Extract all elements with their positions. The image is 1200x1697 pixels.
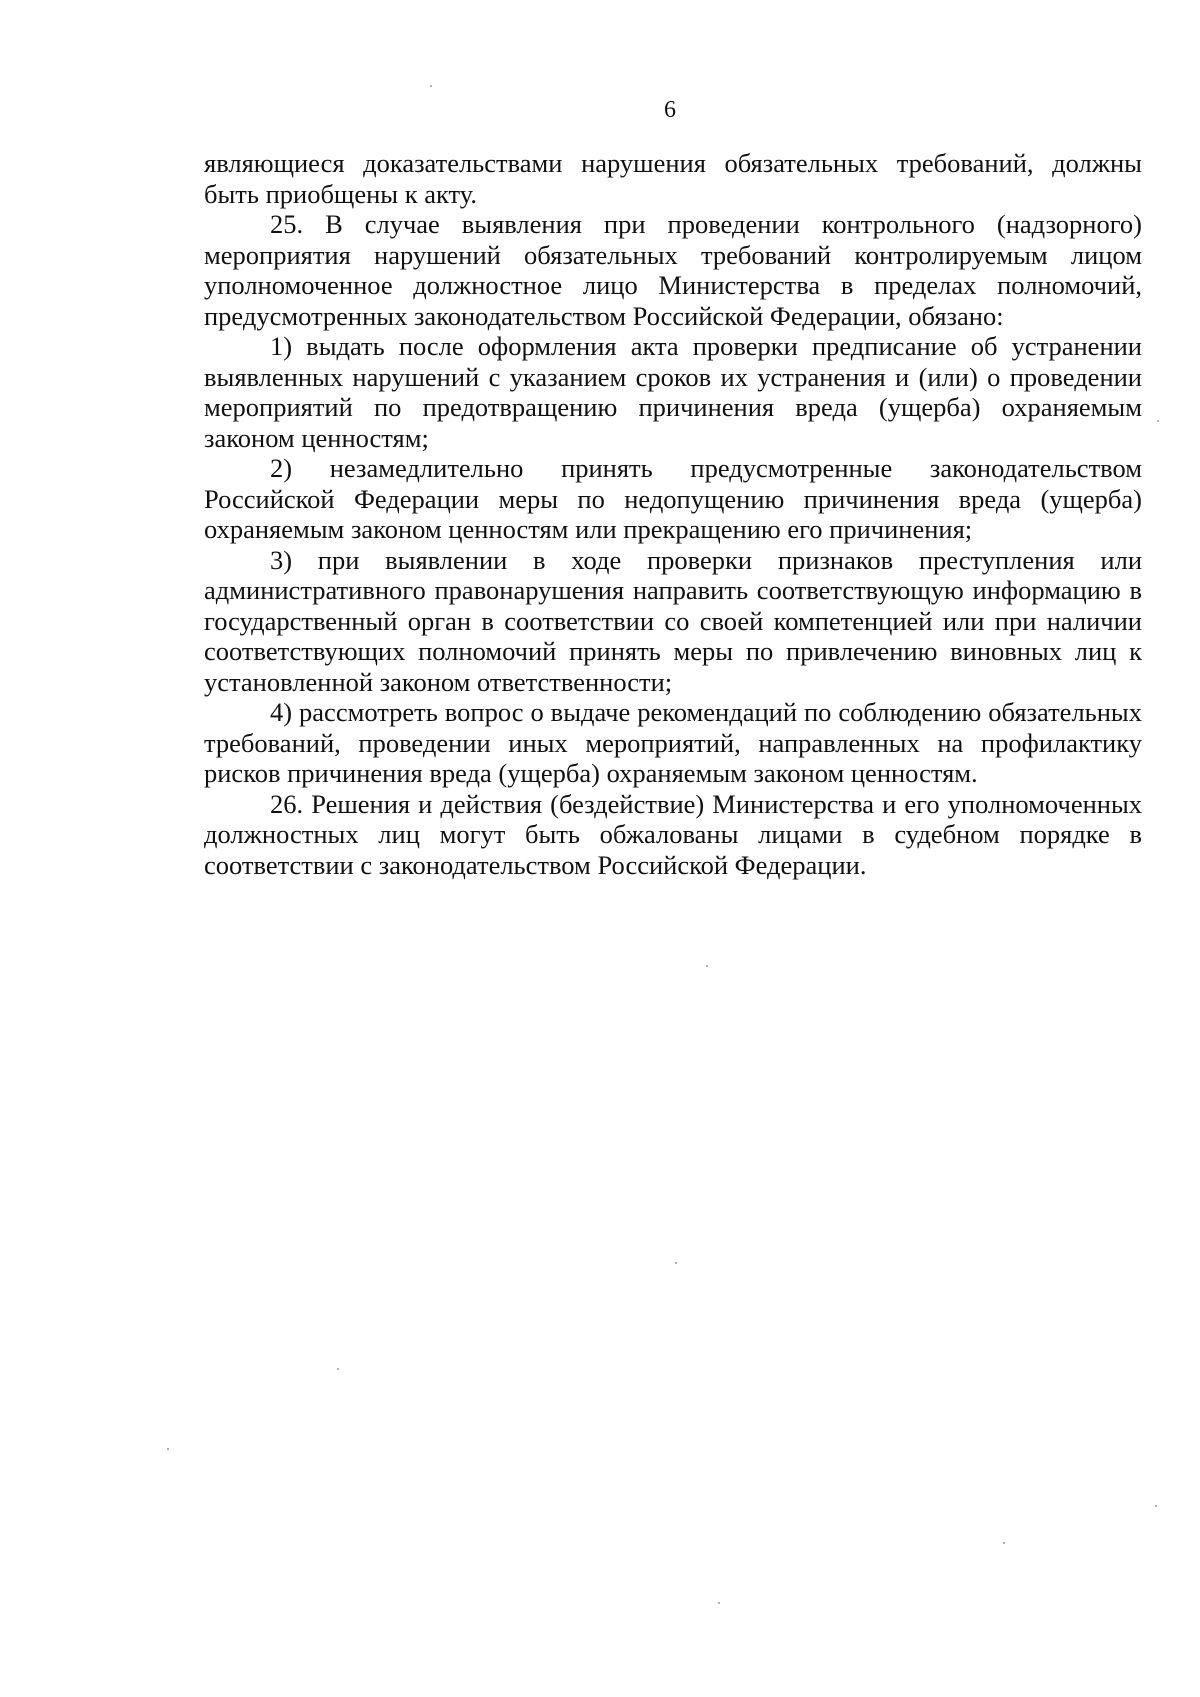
paragraph-subitem-1: 1) выдать после оформления акта проверки предписание об устранении выявленных нарушений с указанием сроков их устранения и (или) о проведении мероприятий по предотвращению причинения вреда (ущерба) охраняемым законом ценностям; [204, 331, 1142, 453]
scan-speck [430, 85, 432, 87]
paragraph-continuation: являющиеся доказательствами нарушения обязательных требований, должны быть приобщены к акту. [204, 148, 1142, 209]
paragraph-subitem-3: 3) при выявлении в ходе проверки признаков преступления или административного правонарушения направить соответствующую информацию в государственный орган в соответствии со своей компетенцией или при наличии соответствующих полномочий принять меры по привлечению виновных лиц к установленной законом ответственности; [204, 544, 1142, 697]
scan-speck [706, 965, 708, 967]
scan-speck [675, 1262, 677, 1264]
scan-speck [1157, 420, 1159, 422]
scan-speck [167, 1448, 169, 1450]
paragraph-subitem-2: 2) незамедлительно принять предусмотренные законодательством Российской Федерации меры по недопущению причинения вреда (ущерба) охраняемым законом ценностям или прекращению его причинения; [204, 453, 1142, 544]
paragraph-subitem-4: 4) рассмотреть вопрос о выдаче рекомендаций по соблюдению обязательных требований, проведении иных мероприятий, направленных на профилактику рисков причинения вреда (ущерба) охраняемым законом ценностям. [204, 697, 1142, 788]
paragraph-item-25: 25. В случае выявления при проведении контрольного (надзорного) мероприятия нарушений обязательных требований контролируемым лицом уполномоченное должностное лицо Министерства в пределах полномочий, предусмотренных законодательством Российской Федерации, обязано: [204, 209, 1142, 331]
document-body [204, 148, 1142, 880]
scan-speck [718, 1602, 720, 1604]
scan-speck [1003, 1542, 1005, 1544]
page-number: 6 [664, 97, 676, 123]
paragraph-item-26: 26. Решения и действия (бездействие) Министерства и его уполномоченных должностных лиц могут быть обжалованы лицами в судебном порядке в соответствии с законодательством Российской Федерации. [204, 788, 1142, 880]
scan-speck [1155, 1505, 1157, 1507]
scan-speck [337, 1368, 339, 1370]
